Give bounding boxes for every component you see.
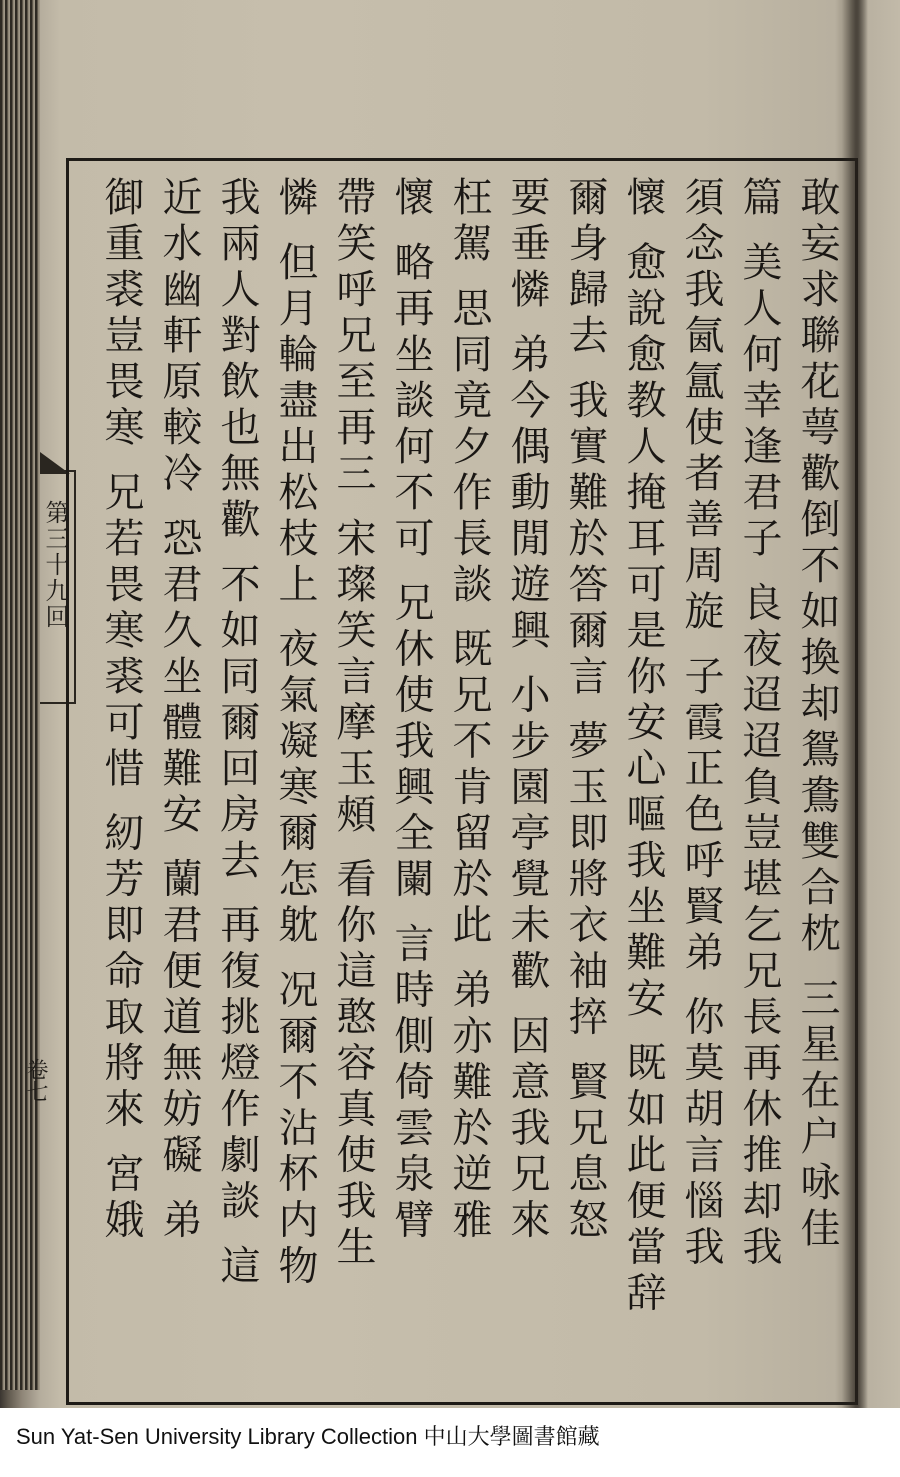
- text-column: 我兩人對飲也無歡 不如同爾回房去 再復挑燈作劇談 這: [214, 176, 260, 1291]
- chapter-tab-label: 第三十九回: [41, 500, 69, 630]
- text-block: [74, 176, 846, 1398]
- text-column: 帶笑呼兄至再三 宋璨笑言摩玉頰 看你這憨容真使我生: [330, 176, 376, 1272]
- text-column: 枉駕 思同竟夕作長談 既兄不肯留於此 弟亦難於逆雅: [446, 176, 492, 1245]
- page-edge-mark-text: 卷七: [23, 1058, 48, 1102]
- text-column: 懷 略再坐談何不可 兄休使我興全闌 言時側倚雲泉臂: [388, 176, 434, 1245]
- text-column: 須念我氤氲使者善周旋 子霞正色呼賢弟 你莫胡言惱我: [678, 176, 724, 1272]
- text-column: 御重裘豈畏寒 兄若畏寒裘可惜 紉芳即命取將來 宮娥: [98, 176, 144, 1245]
- text-column: 爾身歸去 我實難於答爾言 夢玉即將衣袖捽 賢兄息怒: [562, 176, 608, 1245]
- text-column: 憐 但月輪盡出松枝上 夜氣凝寒爾怎躭 况爾不沾杯内物: [272, 176, 318, 1291]
- text-column: 要垂憐 弟今偶動閒遊興 小步園亭覺未歡 因意我兄來: [504, 176, 550, 1245]
- spine-shadow: [842, 0, 868, 1408]
- text-column: 篇 美人何幸逢君子 良夜迢迢負豈堪乞兄長再休推却我: [736, 176, 782, 1272]
- page-edge-mark: [20, 1058, 60, 1118]
- text-column: 懷 愈說愈教人掩耳可是你安心嘔我坐難安 既如此便當辞: [620, 176, 666, 1318]
- stacked-page-edges: [0, 0, 40, 1390]
- text-column: 敢妄求聯花萼歡倒不如換却鴛鴦雙合枕 三星在户咏佳: [794, 176, 840, 1253]
- text-column: 近水幽軒原較冷 恐君久坐體難安 蘭君便道無妨礙 弟: [156, 176, 202, 1245]
- collection-credit: Sun Yat-Sen University Library Collection 中山大學圖書館藏: [16, 1424, 600, 1449]
